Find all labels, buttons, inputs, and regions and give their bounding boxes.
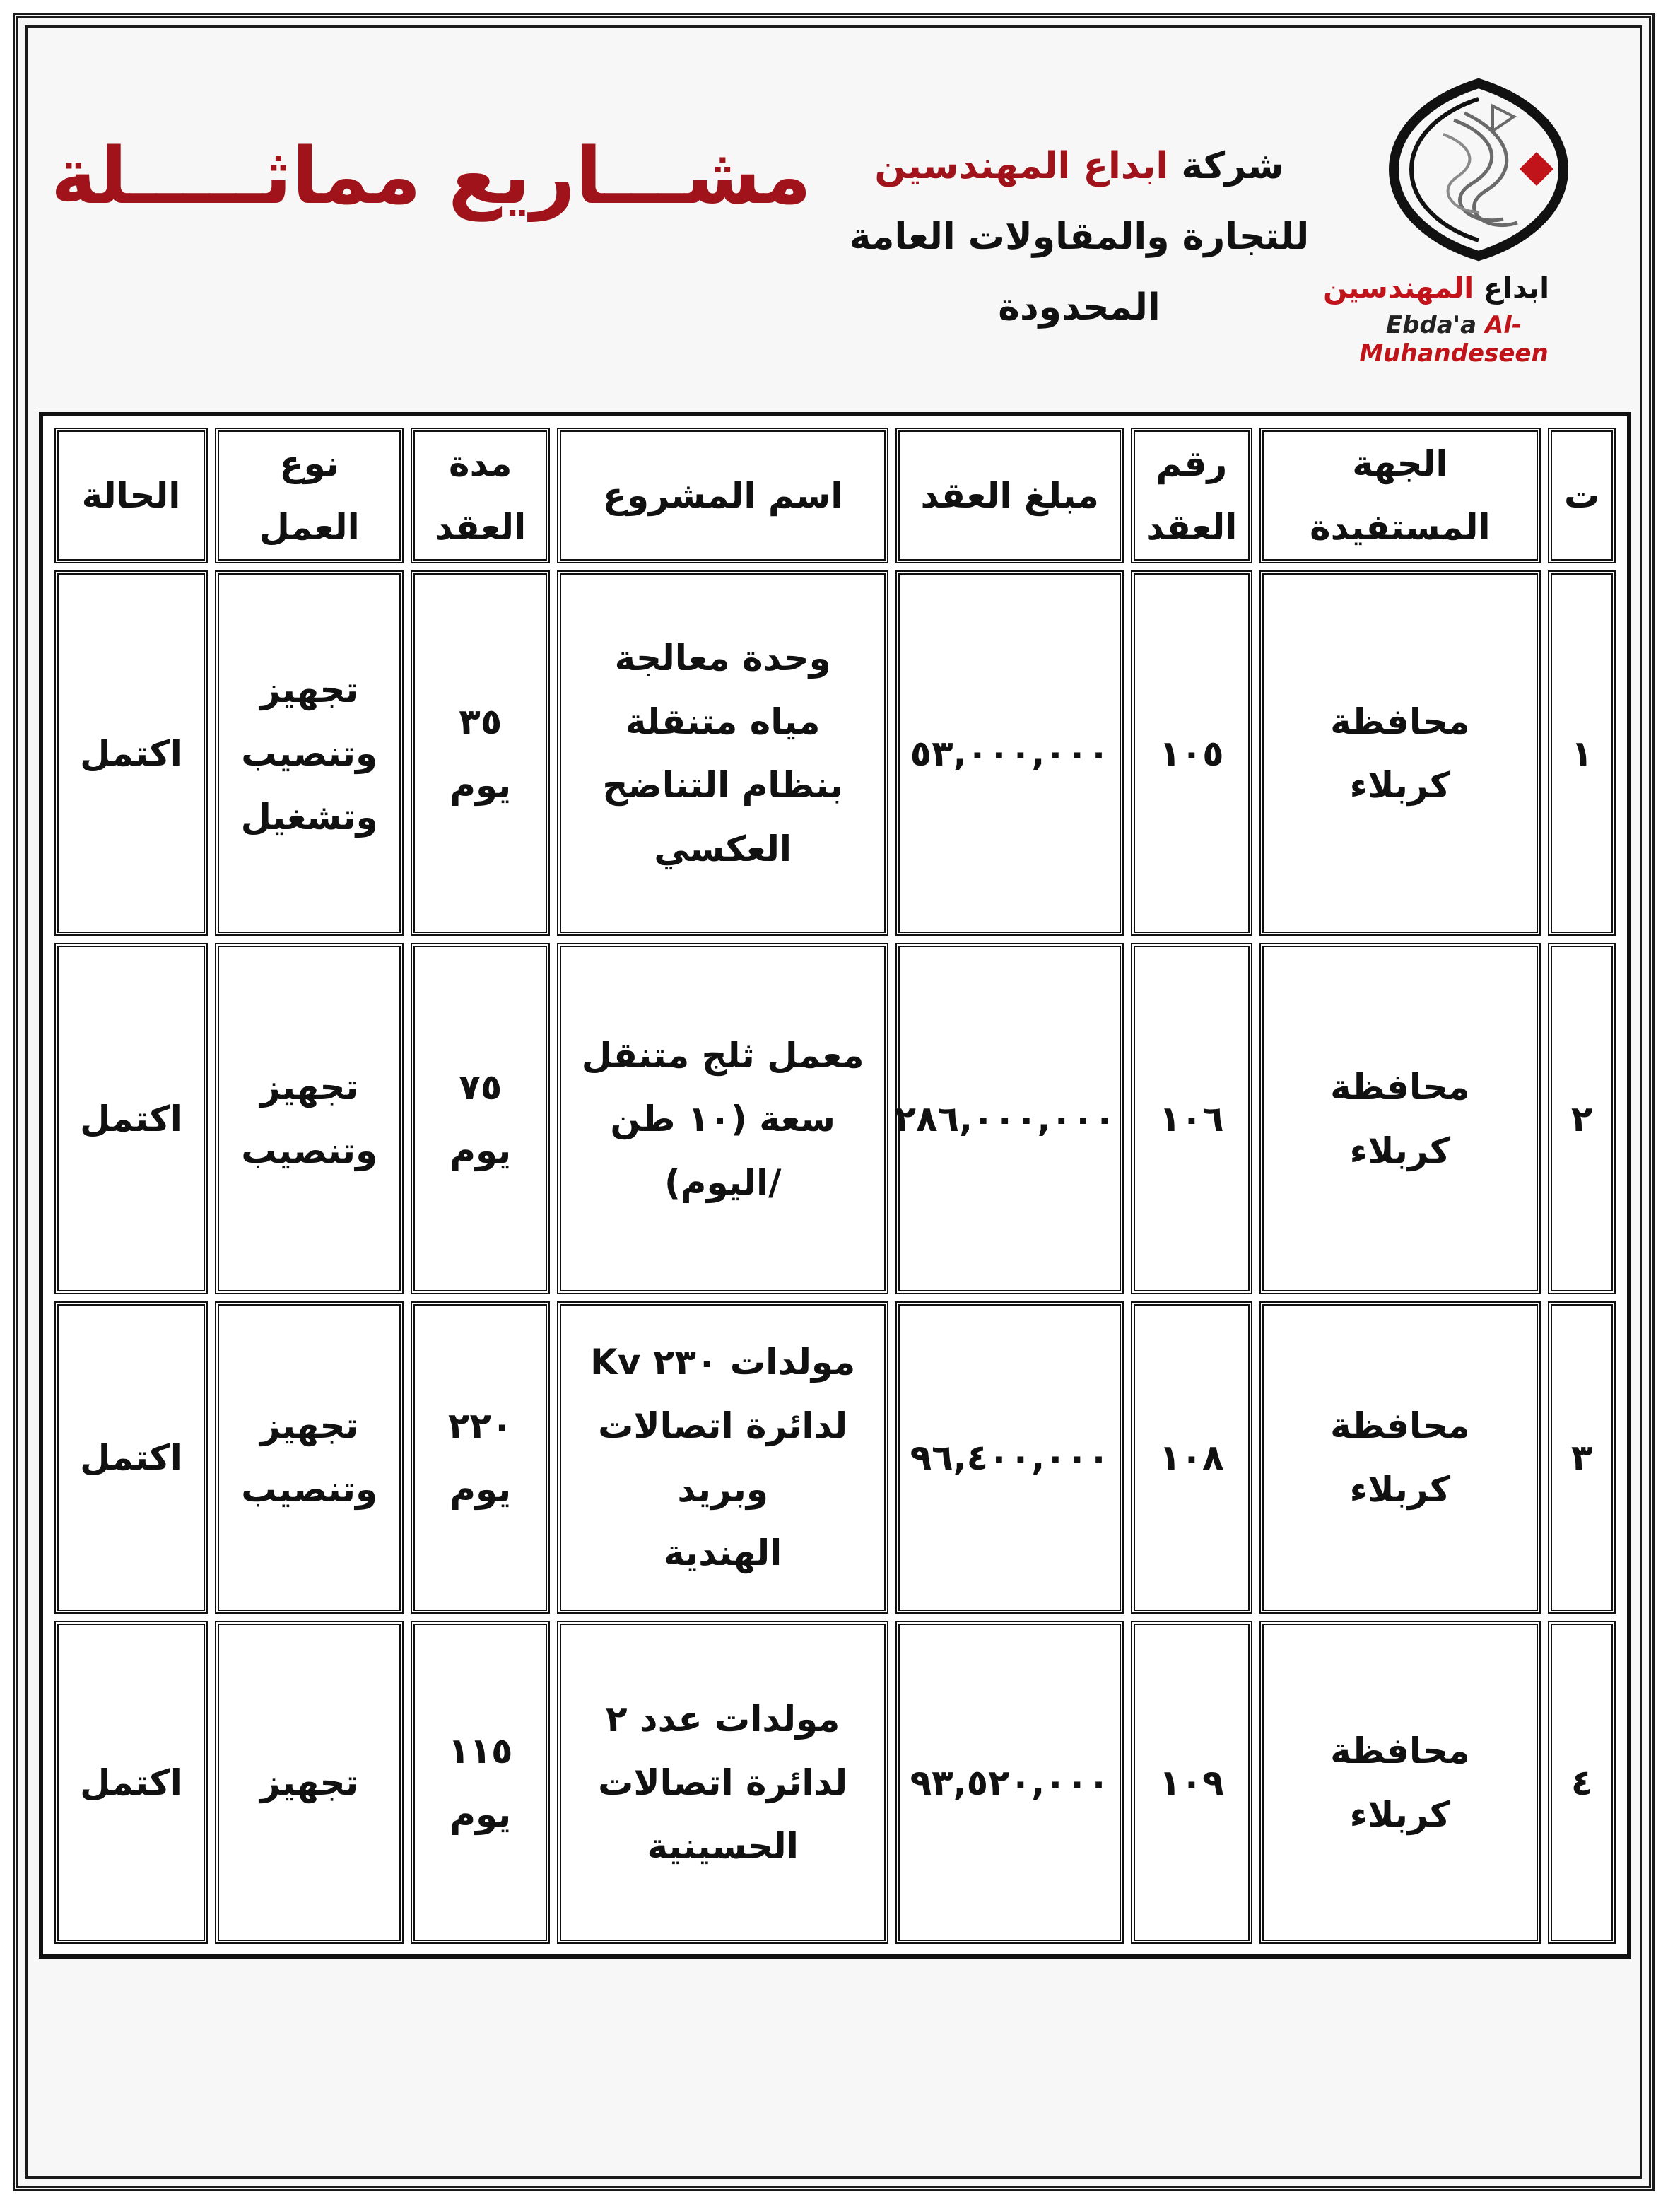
- projects-table-frame: [39, 412, 1631, 1959]
- cell-status: اكتمل: [54, 570, 208, 936]
- cell-contract-no: ١٠٨: [1131, 1301, 1252, 1614]
- table-row: [54, 1621, 1616, 1944]
- header-beneficiary: الجهة المستفيدة: [1259, 428, 1541, 563]
- cell-project: مولدات عدد ٢ لدائرة اتصالات الحسينية: [557, 1621, 888, 1944]
- header-work-type: نوع العمل: [215, 428, 404, 563]
- cell-seq: ٢: [1548, 943, 1616, 1294]
- header-status: الحالة: [54, 428, 208, 563]
- logo-arabic-name: [1309, 272, 1563, 305]
- cell-seq: ١: [1548, 570, 1616, 936]
- logo-ar-prefix: ابداع: [1484, 272, 1549, 305]
- cell-amount: ٩٦,٤٠٠,٠٠٠: [895, 1301, 1124, 1614]
- page-title: مشـــاريع مماثـــــلة: [50, 131, 812, 221]
- cell-status: اكتمل: [54, 1621, 208, 1944]
- cell-contract-no: ١٠٦: [1131, 943, 1252, 1294]
- projects-table: [47, 421, 1623, 1951]
- table-row: [54, 943, 1616, 1294]
- company-name: ابداع المهندسين: [874, 145, 1169, 187]
- company-line3: المحدودة: [998, 286, 1161, 329]
- logo-emblem-icon: [1387, 78, 1570, 262]
- cell-duration: ٣٥ يوم: [411, 570, 550, 936]
- company-line2: للتجارة والمقاولات العامة: [849, 216, 1310, 258]
- cell-beneficiary: محافظة كربلاء: [1259, 943, 1541, 1294]
- cell-work-type: تجهيز: [215, 1621, 404, 1944]
- cell-duration: ١١٥ يوم: [411, 1621, 550, 1944]
- table-header-row: [54, 428, 1616, 563]
- cell-duration: ٢٢٠ يوم: [411, 1301, 550, 1614]
- header-duration: مدة العقد: [411, 428, 550, 563]
- cell-project: مولدات ٢٣٠ Kv لدائرة اتصالات وبريد الهندية: [557, 1301, 888, 1614]
- cell-amount: ٢٨٦,٠٠٠,٠٠٠: [895, 943, 1124, 1294]
- cell-project: معمل ثلج متنقل سعة (١٠ طن /اليوم): [557, 943, 888, 1294]
- cell-status: اكتمل: [54, 943, 208, 1294]
- cell-seq: ٤: [1548, 1621, 1616, 1944]
- company-info: [846, 131, 1312, 343]
- cell-contract-no: ١٠٩: [1131, 1621, 1252, 1944]
- cell-contract-no: ١٠٥: [1131, 570, 1252, 936]
- company-line1: [846, 131, 1312, 201]
- cell-beneficiary: محافظة كربلاء: [1259, 1301, 1541, 1614]
- cell-work-type: تجهيز وتنصيب: [215, 943, 404, 1294]
- cell-work-type: تجهيز وتنصيب: [215, 1301, 404, 1614]
- cell-duration: ٧٥ يوم: [411, 943, 550, 1294]
- cell-project: وحدة معالجة مياه متنقلة بنظام التناضح العكسي: [557, 570, 888, 936]
- table-row: [54, 570, 1616, 936]
- header-seq: ت: [1548, 428, 1616, 563]
- header-amount: مبلغ العقد: [895, 428, 1124, 563]
- header-contract-no: رقم العقد: [1131, 428, 1252, 563]
- company-logo: [1323, 78, 1595, 368]
- cell-seq: ٣: [1548, 1301, 1616, 1614]
- cell-status: اكتمل: [54, 1301, 208, 1614]
- logo-english-name: [1312, 311, 1595, 368]
- cell-work-type: تجهيز وتنصيب وتشغيل: [215, 570, 404, 936]
- cell-amount: ٥٣,٠٠٠,٠٠٠: [895, 570, 1124, 936]
- cell-beneficiary: محافظة كربلاء: [1259, 1621, 1541, 1944]
- cell-amount: ٩٣,٥٢٠,٠٠٠: [895, 1621, 1124, 1944]
- logo-ar-name: المهندسين: [1323, 272, 1474, 305]
- cell-beneficiary: محافظة كربلاء: [1259, 570, 1541, 936]
- logo-en-prefix: Ebda'a: [1385, 311, 1477, 339]
- logo-en-name: Al-Muhandeseen: [1359, 311, 1549, 368]
- company-prefix: شركة: [1181, 145, 1284, 187]
- table-row: [54, 1301, 1616, 1614]
- header-project: اسم المشروع: [557, 428, 888, 563]
